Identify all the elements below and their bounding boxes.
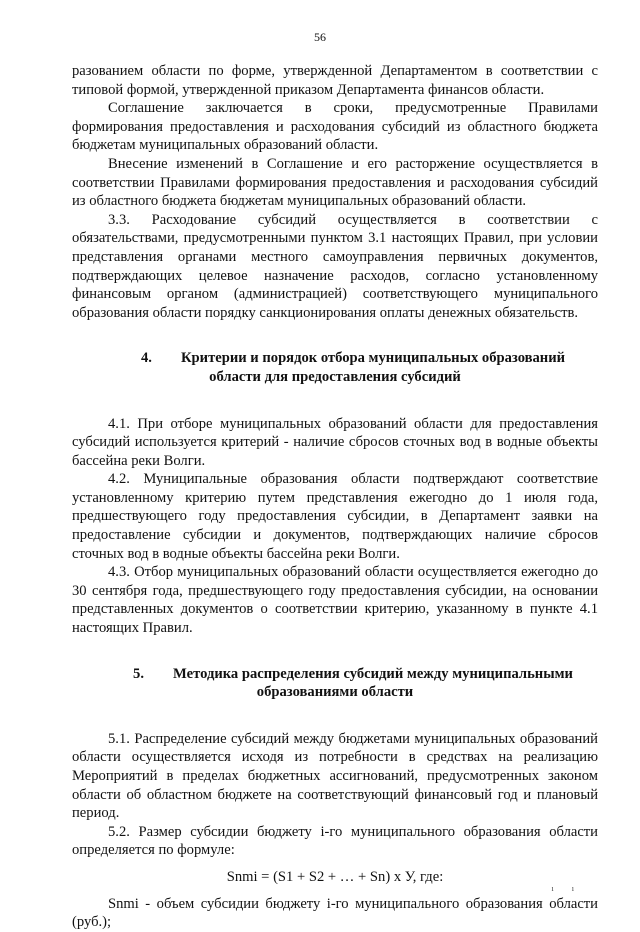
section-4-title-line2: области для предоставления субсидий — [209, 368, 461, 385]
page-number: 56 — [314, 30, 326, 44]
paragraph-3-3: 3.3. Расходование субсидий осуществляется в соответствии с обязательствами, предусмотренными пунктом 3.1 настоящих Правил, при условии представления органами местного самоуправления первичных документов, подтверждающих целевое назначение расходов, согласно установленному финансовым органом (администрацией) соответствующего муниципального образования области порядку санкционирования оплаты денежных обязательств. — [72, 211, 598, 321]
paragraph: разованием области по форме, утвержденной Департаментом в соответствии с типовой формой, утвержденной приказом Департамента финансов области. — [72, 63, 598, 98]
paragraph-4-3: 4.3. Отбор муниципальных образований области осуществляется ежегодно до 30 сентября года, предшествующего году предоставления субсидии, на основании представленных документов о соответствии критерию, указанному в пункте 4.1 настоящих Правил. — [72, 564, 598, 637]
paragraph-4-2: 4.2. Муниципальные образования области подтверждают соответствие установленному критерию путем представления ежегодно до 1 июля года, предшествующего году предоставления субсидии, в Департамент заявки на предоставление субсидии и документов, подтверждающих наличие сбросов сточных вод в водные объекты бассейна реки Волги. — [72, 471, 598, 562]
paragraph-5-2: 5.2. Размер субсидии бюджету i-го муниципального образования области определяется по формуле: — [72, 823, 598, 859]
section-4-title-line1: Критерии и порядок отбора муниципальных образований — [180, 350, 566, 367]
paragraph-5-1: 5.1. Распределение субсидий между бюджетами муниципальных образований области осуществляется исходя из потребности в средствах на реализацию Мероприятий в пределах бюджетных ассигнований, предусмотренных законом области об областном бюджете на соответствующий финансовый год и плановый период. — [72, 730, 598, 822]
document-body — [72, 62, 598, 932]
section-4-number: 4. — [140, 350, 152, 367]
section-5-heading — [72, 665, 598, 702]
corner-marks: ı ı — [551, 884, 582, 893]
definition-snmi: Snmi - объем субсидии бюджету i-го муниципального образования области (руб.); — [72, 895, 598, 931]
paragraph: Внесение изменений в Соглашение и его расторжение осуществляется в соответствии Правилами формирования предоставления и расходования субсидий из областного бюджета бюджетам муниципальных образований области. — [72, 155, 598, 210]
paragraph-4-1: 4.1. При отборе муниципальных образований области для предоставления субсидий используется критерий - наличие сбросов сточных вод в водные объекты бассейна реки Волги. — [72, 415, 598, 469]
section-5-title-line1: Методика распределения субсидий между муниципальными — [173, 665, 573, 682]
section-5-title-line2: образованиями области — [256, 684, 414, 701]
section-5-number: 5. — [133, 665, 144, 682]
paragraph: Соглашение заключается в сроки, предусмотренные Правилами формирования предоставления и расходования субсидий из областного бюджета бюджетам муниципальных образований области. — [72, 100, 598, 154]
formula: Snmi = (S1 + S2 + … + Sn) x У, где: — [226, 868, 444, 885]
section-4-heading — [72, 349, 598, 386]
